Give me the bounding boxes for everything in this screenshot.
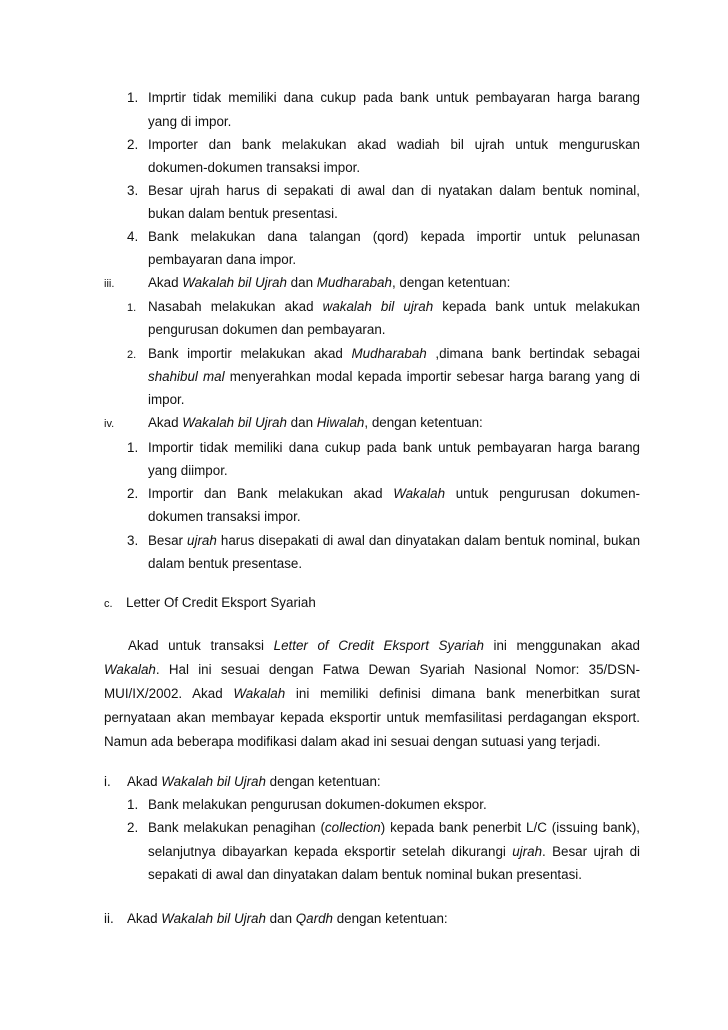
list-item-text: dokumen-dokumen transaksi impor. — [148, 160, 361, 175]
section-heading: Akad Wakalah bil Ujrah dan Hiwalah, dengan ketentuan: — [148, 415, 483, 430]
list-number: 1. — [127, 302, 137, 314]
list-number: 1. — [127, 440, 139, 455]
section-heading: Akad Wakalah bil Ujrah dan Mudharabah, dengan ketentuan: — [148, 275, 511, 290]
paragraph-line: Namun ada beberapa modifikasi dalam akad ini sesuai dengan sutuasi yang terjadi. — [104, 734, 601, 749]
section-number: iv. — [104, 418, 115, 430]
list-number: 2. — [127, 820, 139, 835]
list-item-text: Importir dan Bank melakukan akad Wakalah untuk pengurusan dokumen- — [148, 486, 640, 501]
section-number: iii. — [104, 278, 115, 290]
list-item-text: bukan dalam bentuk presentasi. — [148, 206, 338, 221]
section-heading: Letter Of Credit Eksport Syariah — [126, 595, 316, 610]
list-number: 3. — [127, 533, 139, 548]
list-item-text: selanjutnya dibayarkan kepada eksportir setelah dikurangi ujrah. Besar ujrah di — [148, 844, 641, 859]
list-item-text: pengurusan dokumen dan pembayaran. — [148, 322, 386, 337]
list-number: 2. — [127, 137, 139, 152]
list-item-text: Besar ujrah harus disepakati di awal dan dinyatakan dalam bentuk nominal, bukan — [148, 533, 641, 548]
list-number: 2. — [127, 349, 137, 361]
list-item-text: dokumen transaksi impor. — [148, 509, 301, 524]
list-number: 1. — [127, 90, 139, 105]
list-number: 4. — [127, 229, 139, 244]
paragraph-line: MUI/IX/2002. Akad Wakalah ini memiliki definisi dimana bank menerbitkan surat — [104, 686, 640, 701]
section-number: ii. — [104, 911, 114, 926]
list-item-text: pembayaran dana impor. — [148, 252, 297, 267]
list-item-text: Importir tidak memiliki dana cukup pada bank untuk pembayaran harga barang — [148, 440, 640, 455]
list-item-text: Besar ujrah harus di sepakati di awal dan di nyatakan dalam bentuk nominal, — [148, 183, 640, 198]
list-item-text: Bank melakukan pengurusan dokumen-dokumen ekspor. — [148, 797, 487, 812]
paragraph-line: Wakalah. Hal ini sesuai dengan Fatwa Dewan Syariah Nasional Nomor: 35/DSN- — [104, 662, 640, 677]
list-item-text: yang di impor. — [148, 114, 232, 129]
list-item-text: yang diimpor. — [148, 463, 228, 478]
list-item-text: Bank importir melakukan akad Mudharabah ,dimana bank bertindak sebagai — [148, 346, 640, 361]
paragraph-line: pernyataan akan membayar kepada eksportir untuk memfasilitasi perdagangan eksport. — [104, 710, 640, 725]
list-item-text: shahibul mal menyerahkan modal kepada importir sebesar harga barang yang di — [148, 369, 640, 384]
section-number: i. — [104, 774, 111, 789]
list-item-text: Imprtir tidak memiliki dana cukup pada bank untuk pembayaran harga barang — [148, 90, 640, 105]
list-item-text: impor. — [148, 392, 185, 407]
list-item-text: dalam bentuk presentase. — [148, 556, 303, 571]
section-heading: Akad Wakalah bil Ujrah dengan ketentuan: — [127, 774, 381, 789]
paragraph-line: Akad untuk transaksi Letter of Credit Eksport Syariah ini menggunakan akad — [128, 638, 640, 653]
list-item-text: Nasabah melakukan akad wakalah bil ujrah kepada bank untuk melakukan — [148, 299, 640, 314]
list-item-text: Bank melakukan dana talangan (qord) kepada importir untuk pelunasan — [148, 229, 640, 244]
list-number: 1. — [127, 797, 139, 812]
list-number: 3. — [127, 183, 139, 198]
list-number: 2. — [127, 486, 139, 501]
list-item-text: Importer dan bank melakukan akad wadiah bil ujrah untuk menguruskan — [148, 137, 640, 152]
section-heading: Akad Wakalah bil Ujrah dan Qardh dengan ketentuan: — [127, 911, 448, 926]
list-item-text: Bank melakukan penagihan (collection) kepada bank penerbit L/C (issuing bank), — [148, 820, 641, 835]
section-number: c. — [104, 598, 113, 610]
list-item-text: sepakati di awal dan dinyatakan dalam bentuk nominal bukan presentasi. — [148, 867, 582, 882]
